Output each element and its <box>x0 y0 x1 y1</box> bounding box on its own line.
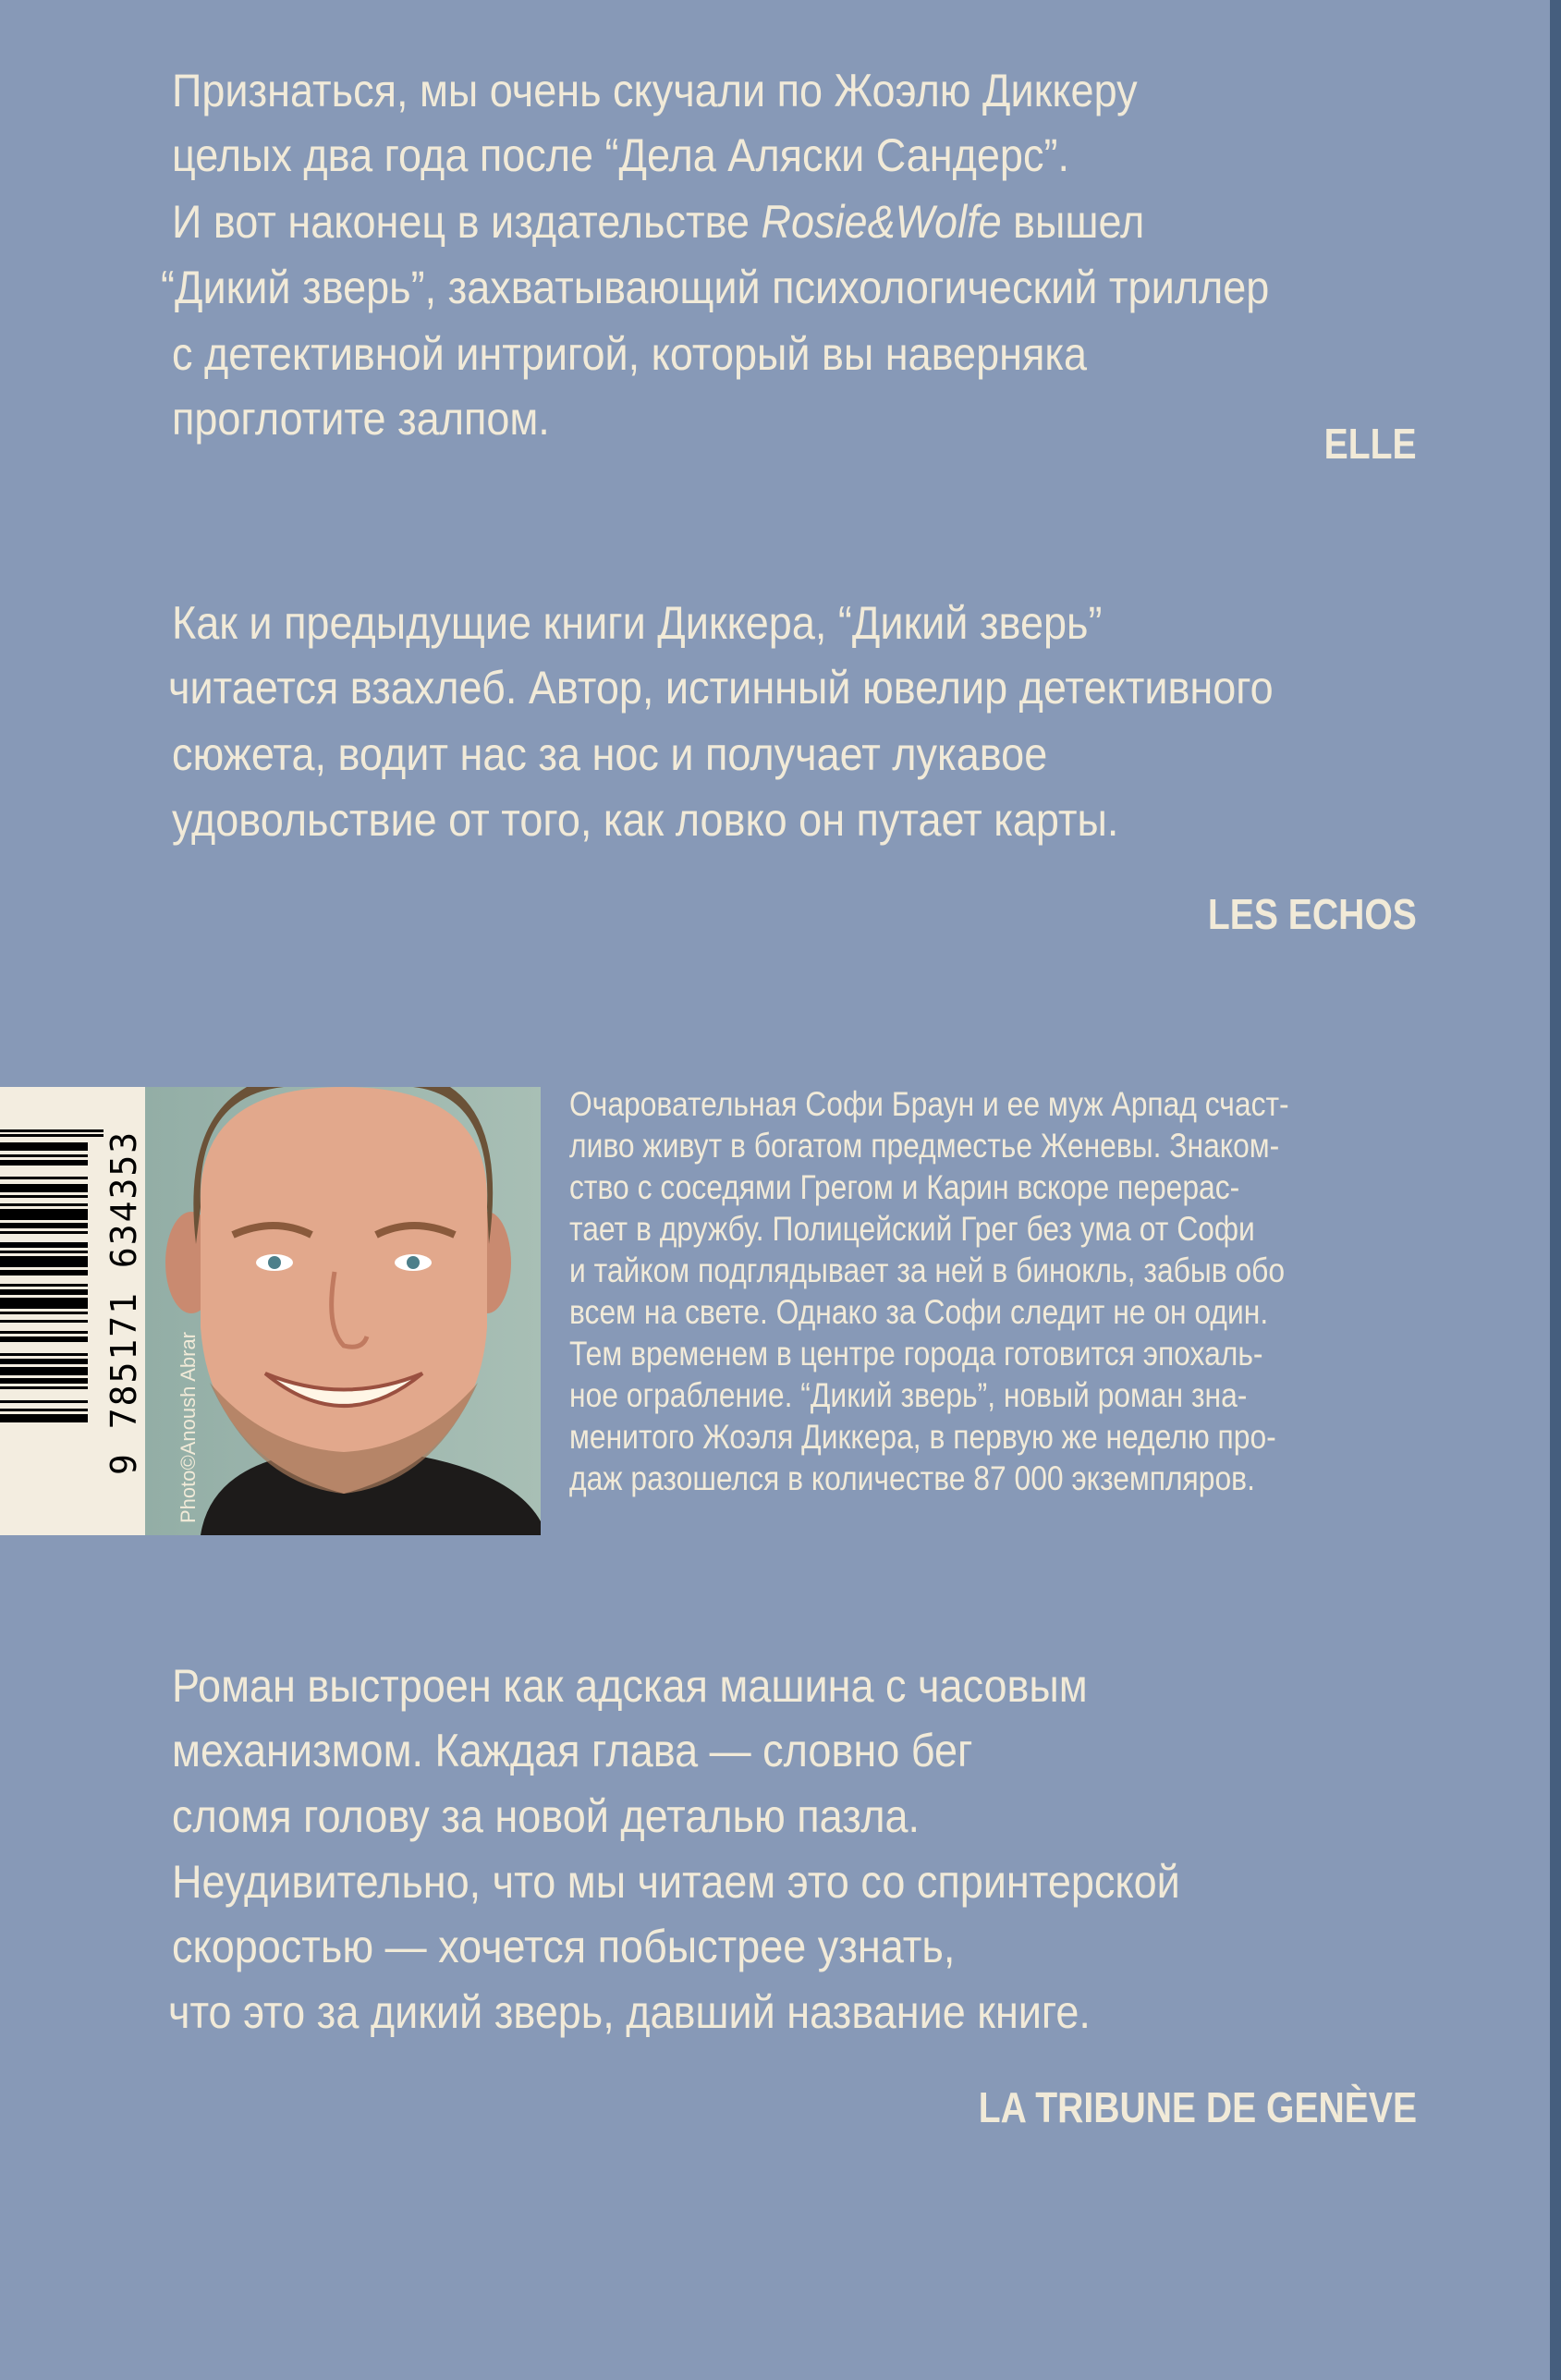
barcode-bar <box>0 1184 88 1192</box>
photo-credit: Photo©Anoush Abrar <box>177 1331 200 1523</box>
review-line: удовольствие от того, как ловко он путает карты. <box>172 794 1119 846</box>
barcode-bar <box>0 1242 88 1248</box>
author-portrait-image <box>145 1087 541 1535</box>
review-line: “Дикий зверь”, захватывающий психологический триллер <box>161 262 1270 313</box>
blurb-line: и тайком подглядывает за ней в бинокль, забыв обо <box>569 1251 1286 1289</box>
barcode-bar <box>0 1320 88 1323</box>
barcode-bar <box>0 1289 88 1295</box>
barcode-bar <box>0 1223 88 1228</box>
review-source: LA TRIBUNE DE GENÈVE <box>978 2083 1417 2131</box>
review-line <box>172 194 1144 250</box>
author-photo <box>145 1087 541 1535</box>
barcode-bar <box>0 1386 88 1389</box>
blurb-line: ство с соседями Грегом и Карин вскоре перерас- <box>569 1168 1240 1206</box>
blurb-line: даж разошелся в количестве 87 000 экземпляров. <box>569 1459 1255 1497</box>
blurb-line: тает в дружбу. Полицейский Грег без ума от Софи <box>569 1210 1255 1248</box>
blurb-line: ное ограбление. “Дикий зверь”, новый роман зна- <box>569 1376 1248 1414</box>
barcode-bar <box>0 1160 88 1166</box>
barcode-bar <box>0 1251 88 1253</box>
barcode-bar <box>0 1195 88 1198</box>
review-line: с детективной интригой, который вы наверняка <box>172 328 1088 380</box>
review-line: механизмом. Каждая глава — словно бег <box>172 1725 973 1776</box>
review-source: ELLE <box>1324 420 1417 468</box>
barcode-bar <box>0 1400 88 1403</box>
barcode-bar <box>0 1312 88 1314</box>
spine-edge <box>1550 0 1561 2380</box>
barcode-bar <box>0 1177 88 1179</box>
barcode-bar <box>0 1129 104 1132</box>
barcode-bar <box>0 1336 88 1342</box>
review-line: сломя голову за новой деталью пазла. <box>172 1790 921 1842</box>
review-text: вышел <box>1001 196 1145 248</box>
barcode-bar <box>0 1409 88 1411</box>
isbn-barcode <box>0 1087 145 1535</box>
review-line: Признаться, мы очень скучали по Жоэлю Диккеру <box>172 65 1138 116</box>
blurb-line: Очаровательная Софи Браун и ее муж Арпад счаст- <box>569 1085 1289 1123</box>
barcode-bar <box>0 1142 88 1151</box>
barcode-bar <box>0 1134 104 1137</box>
review-line: сюжета, водит нас за нос и получает лукавое <box>172 728 1048 780</box>
barcode-bar <box>0 1367 88 1375</box>
review-line: Неудивительно, что мы читаем это со спринтерской <box>172 1856 1180 1908</box>
barcode-bar <box>0 1359 88 1364</box>
barcode-bar <box>0 1154 88 1157</box>
barcode-bar <box>0 1270 88 1275</box>
barcode-bar <box>0 1256 88 1267</box>
barcode-bar <box>0 1209 88 1220</box>
review-line: Как и предыдущие книги Диккера, “Дикий зверь” <box>172 597 1103 649</box>
publisher-name: Rosie&Wolfe <box>761 196 1002 248</box>
review-text: И вот наконец в издательстве <box>172 196 762 248</box>
barcode-bar <box>0 1231 88 1234</box>
blurb-line: Тем временем в центре города готовится эпохаль- <box>569 1335 1263 1373</box>
review-line: скоростью — хочется побыстрее узнать, <box>172 1921 956 1972</box>
review-line: Роман выстроен как адская машина с часовым <box>172 1660 1088 1712</box>
barcode-bar <box>0 1203 88 1206</box>
review-source: LES ECHOS <box>1208 890 1417 938</box>
barcode-bar <box>0 1331 88 1334</box>
barcode-bar <box>0 1414 88 1422</box>
barcode-bar <box>0 1378 88 1384</box>
review-line: целых два года после “Дела Аляски Сандерс”. <box>172 129 1069 181</box>
blurb-line: ливо живут в богатом предместье Женевы. Знаком- <box>569 1127 1280 1165</box>
barcode-bar <box>0 1353 88 1356</box>
blurb-line: всем на свете. Однако за Софи следит не он один. <box>569 1293 1269 1331</box>
review-line: читается взахлеб. Автор, истинный ювелир детективного <box>168 662 1274 714</box>
isbn-digits: 9 785171 634353 <box>104 1129 144 1475</box>
barcode-bar <box>0 1298 88 1309</box>
barcode-bar <box>0 1284 88 1287</box>
review-line: что это за дикий зверь, давший название книге. <box>168 1986 1091 2038</box>
review-line: проглотите залпом. <box>172 393 550 445</box>
blurb-line: менитого Жоэля Диккера, в первую же неделю про- <box>569 1418 1276 1456</box>
